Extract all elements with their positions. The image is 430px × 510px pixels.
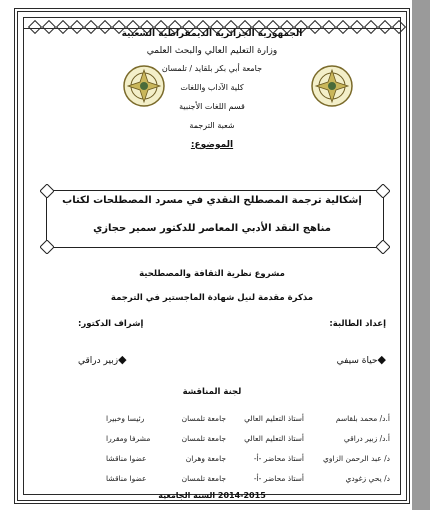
committee-row [24, 434, 400, 446]
committee-member-name: أ.د/ زبير دراقي [343, 434, 390, 443]
committee-row [24, 454, 400, 466]
committee-member-rank: أستاذ محاضر -أ- [253, 474, 304, 483]
department-heading: قسم اللغات الأجنبية [179, 102, 245, 111]
committee-title: لجنة المناقشة [182, 387, 242, 397]
supervisor-label: إشراف الدكتور: [78, 319, 144, 329]
academic-year-row [24, 492, 400, 500]
committee-member-institution: جامعة تلمسان [181, 434, 226, 443]
page-inner-border [23, 17, 401, 500]
top-ornament-ribbon [24, 18, 400, 29]
project-title: مشروع نظرية الثقافة والمصطلحية [139, 269, 285, 279]
corner-ornament-icon [376, 240, 390, 254]
faculty-heading: كلية الآداب واللغات [180, 83, 244, 92]
memoir-title: مذكرة مقدمة لنيل شهادة الماجستير في الترجمة [110, 293, 314, 303]
diamond-bullet-icon: ◆ [118, 353, 127, 366]
student-label: إعداد الطالبة: [329, 319, 386, 329]
committee-member-rank: أستاذ محاضر -أ- [253, 454, 304, 463]
student-name: حياة سيفي [336, 356, 378, 366]
supervisor-name: زبير دراقي [78, 356, 119, 366]
committee-member-name: د/ عبد الرحمن الزاوي [323, 454, 390, 463]
committee-member-role: رئيسا وخبيرا [106, 414, 145, 423]
student-name-row [337, 354, 386, 366]
academic-year-label: السنة الجامعية [158, 491, 216, 500]
committee-row [24, 474, 400, 486]
committee-member-institution: جامعة تلمسان [181, 414, 226, 423]
section-heading: شعبة الترجمة [189, 121, 235, 130]
subject-title-line1: إشكالية ترجمة المصطلح النقدي في مسرد المصطلحات لكتاب [62, 195, 362, 206]
committee-member-name: د/ يحي زغودي [345, 474, 390, 483]
academic-year-value: 2014-2015 [217, 491, 266, 500]
diamond-bullet-icon: ◆ [377, 353, 386, 366]
committee-member-institution: جامعة تلمسان [181, 474, 226, 483]
document-page [14, 8, 410, 504]
subject-title-line2: مناهج النقد الأدبي المعاصر للدكتور سمير حجازي [93, 223, 331, 234]
subject-label: الموضوع: [190, 140, 234, 150]
university-heading: جامعة أبي بكر بلقايد / تلمسان [161, 64, 263, 73]
committee-member-role: عضوا مناقشا [106, 454, 147, 463]
committee-member-role: عضوا مناقشا [106, 474, 147, 483]
ministry-heading: وزارة التعليم العالي والبحث العلمي [146, 46, 278, 56]
viewer-edge-strip [412, 0, 430, 510]
committee-member-name: أ.د/ محمد بلقاسم [335, 414, 390, 423]
committee-row [24, 414, 400, 426]
committee-member-role: مشرفا ومقررا [106, 434, 151, 443]
committee-member-rank: أستاذ التعليم العالي [244, 434, 304, 443]
corner-ornament-icon [40, 240, 54, 254]
committee-member-rank: أستاذ التعليم العالي [244, 414, 304, 423]
committee-member-institution: جامعة وهران [185, 454, 226, 463]
supervisor-name-row [78, 354, 127, 366]
republic-heading: الجمهورية الجزائرية الديمقراطية الشعبية [121, 29, 303, 39]
